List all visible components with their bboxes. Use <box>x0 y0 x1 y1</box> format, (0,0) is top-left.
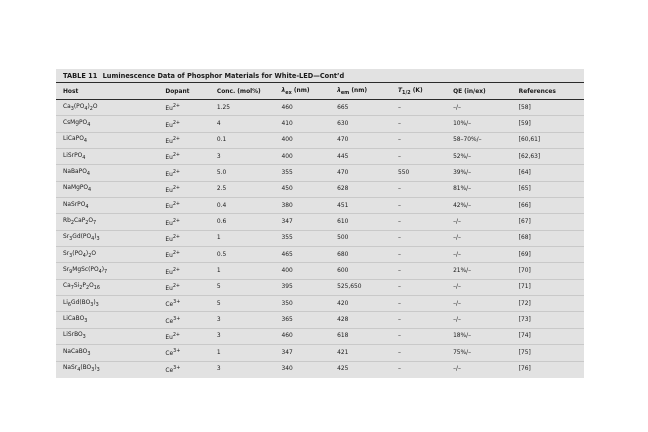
host-subscript: 2 <box>89 105 93 112</box>
dopant-element: Eu <box>165 155 173 162</box>
host-text: Ca <box>63 283 71 290</box>
host-text: O <box>89 283 94 290</box>
table-row <box>56 296 584 312</box>
cell-t-half: – <box>391 247 446 263</box>
dopant-element: Eu <box>165 220 173 227</box>
cell-host <box>56 230 158 246</box>
cell-references: [67] <box>512 214 584 230</box>
cell-lambda-ex: 400 <box>275 263 331 279</box>
table-row <box>56 181 584 197</box>
cell-lambda-ex: 355 <box>275 165 331 181</box>
cell-dopant <box>158 198 210 214</box>
host-subscript: 4 <box>91 236 95 243</box>
dopant-element: Eu <box>165 269 173 276</box>
cell-lambda-em: 600 <box>330 263 391 279</box>
host-text: Sr <box>63 234 70 241</box>
cell-lambda-em: 451 <box>330 198 391 214</box>
host-subscript: 2 <box>88 252 92 259</box>
cell-references: [69] <box>512 247 584 263</box>
cell-lambda-ex: 460 <box>275 328 331 344</box>
cell-t-half: – <box>391 198 446 214</box>
cell-lambda-ex: 350 <box>275 296 331 312</box>
cell-references: [74] <box>512 328 584 344</box>
host-text: ) <box>93 299 96 306</box>
cell-qe: 75%/– <box>446 345 512 361</box>
host-text: LiCaPO <box>63 136 84 143</box>
dopant-charge: 2+ <box>172 168 181 175</box>
cell-dopant <box>158 149 210 165</box>
host-text: ) <box>101 267 105 274</box>
cell-host <box>56 279 158 295</box>
dopant-charge: 2+ <box>172 332 181 338</box>
dopant-charge: 2+ <box>172 103 181 110</box>
cell-host <box>56 361 158 377</box>
table-body <box>56 100 584 377</box>
cell-lambda-em: 618 <box>330 328 391 344</box>
table-row <box>56 165 584 181</box>
dopant-charge: 2+ <box>172 266 181 273</box>
table-panel <box>56 69 584 378</box>
cell-lambda-ex: 395 <box>275 279 331 295</box>
cell-t-half: – <box>391 328 446 344</box>
luminescence-table <box>56 85 584 377</box>
cell-references: [59] <box>512 116 584 132</box>
host-subscript: 9 <box>69 269 73 276</box>
cell-conc: 0.6 <box>210 214 275 230</box>
host-subscript: 7 <box>93 220 97 227</box>
cell-host <box>56 328 158 344</box>
header-references: References <box>512 85 584 100</box>
cell-host <box>56 132 158 148</box>
host-text: Ca <box>63 103 71 110</box>
cell-lambda-em: 425 <box>330 361 391 377</box>
dopant-element: Ce <box>165 351 174 358</box>
host-subscript: 4 <box>83 138 87 145</box>
cell-t-half: – <box>391 279 446 295</box>
cell-conc: 4 <box>210 116 275 132</box>
host-subscript: 4 <box>82 252 86 259</box>
host-text: Gd(PO <box>72 234 92 241</box>
dopant-charge: 2+ <box>172 184 181 191</box>
cell-lambda-em: 445 <box>330 149 391 165</box>
cell-qe: 58–70%/– <box>446 132 512 148</box>
cell-t-half: – <box>391 132 446 148</box>
cell-conc: 3 <box>210 149 275 165</box>
host-text: NaSr <box>63 365 78 372</box>
lambda-em-unit: (nm) <box>349 87 368 94</box>
cell-lambda-em: 665 <box>337 104 349 111</box>
host-subscript: 3 <box>95 301 99 308</box>
cell-references: [65] <box>512 181 584 197</box>
host-text: O <box>92 103 98 110</box>
cell-lambda-ex: 380 <box>275 198 331 214</box>
cell-conc: 1 <box>210 230 275 246</box>
host-text: ) <box>87 103 90 110</box>
table-label: TABLE 11 <box>63 72 98 80</box>
cell-references: [64] <box>512 165 584 181</box>
host-subscript: 4 <box>82 154 86 161</box>
cell-dopant <box>158 361 210 377</box>
host-text: LiCaBO <box>63 316 85 323</box>
host-subscript: 4 <box>87 122 91 129</box>
cell-dopant <box>158 230 210 246</box>
cell-conc: 5 <box>210 279 275 295</box>
cell-conc: 0.4 <box>210 198 275 214</box>
lambda-ex-symbol: λ <box>281 87 286 94</box>
header-lambda-ex <box>275 85 331 100</box>
cell-references: [66] <box>512 198 584 214</box>
dopant-element: Eu <box>165 285 173 292</box>
cell-lambda-ex: 465 <box>275 247 331 263</box>
cell-references: [76] <box>512 361 584 377</box>
cell-references: [72] <box>512 296 584 312</box>
host-subscript: 4 <box>77 367 81 374</box>
cell-dopant <box>158 328 210 344</box>
host-text: MgSc(PO <box>72 267 99 274</box>
dopant-element: Ce <box>165 318 174 325</box>
cell-host <box>56 296 158 312</box>
cell-lambda-em: 630 <box>330 116 391 132</box>
cell-t-half: – <box>391 214 446 230</box>
cell-qe: 81%/– <box>446 181 512 197</box>
host-text: Rb <box>63 217 71 224</box>
host-text: Gd(BO <box>71 299 91 306</box>
cell-references: [60,61] <box>512 132 584 148</box>
dopant-charge: 2+ <box>172 135 181 142</box>
table-row <box>56 279 584 295</box>
host-subscript: 3 <box>90 301 94 308</box>
host-subscript: 7 <box>70 285 74 292</box>
cell-qe: 10%/– <box>446 116 512 132</box>
cell-dopant <box>158 345 210 361</box>
table-caption <box>56 69 584 83</box>
cell-qe: –/– <box>446 312 512 328</box>
cell-t-half: – <box>391 312 446 328</box>
cell-t-half: – <box>391 116 446 132</box>
host-text: Si <box>73 283 80 290</box>
cell-lambda-em: 420 <box>330 296 391 312</box>
cell-lambda-ex: 355 <box>275 230 331 246</box>
cell-conc: 3 <box>210 312 275 328</box>
cell-host <box>56 312 158 328</box>
dopant-element: Eu <box>165 204 173 211</box>
host-subscript: 7 <box>104 269 108 276</box>
host-subscript: 16 <box>93 285 100 292</box>
cell-lambda-ex: 347 <box>275 214 331 230</box>
host-subscript: 2 <box>85 285 90 292</box>
cell-dopant <box>158 100 210 116</box>
cell-references: [58] <box>518 104 531 111</box>
cell-lambda-em: 525,650 <box>330 279 391 295</box>
dopant-charge: 2+ <box>172 250 181 257</box>
host-text: Li <box>63 299 68 306</box>
cell-lambda-em: 421 <box>330 345 391 361</box>
cell-references: [75] <box>512 345 584 361</box>
table-row <box>56 116 584 132</box>
cell-qe: –/– <box>446 230 512 246</box>
host-text: CaP <box>73 217 86 224</box>
dopant-element: Ce <box>165 302 174 309</box>
cell-dopant <box>158 165 210 181</box>
cell-lambda-ex: 400 <box>275 132 331 148</box>
host-subscript: 3 <box>69 236 73 243</box>
cell-conc: 1.25 <box>216 104 231 111</box>
host-text: O <box>88 217 94 224</box>
header-row <box>56 85 584 100</box>
host-subscript: 4 <box>84 105 88 112</box>
host-text: ) <box>94 234 97 241</box>
t-half-sub: 1/2 <box>402 90 411 97</box>
host-subscript: 3 <box>91 367 95 374</box>
cell-lambda-em: 470 <box>330 132 391 148</box>
cell-host <box>56 198 158 214</box>
t-half-unit: (K) <box>410 87 423 94</box>
table-title: Luminescence Data of Phosphor Materials for White-LED—Cont’d <box>102 72 345 80</box>
cell-dopant <box>158 312 210 328</box>
cell-host <box>56 116 158 132</box>
table-row <box>56 132 584 148</box>
cell-conc: 2.5 <box>210 181 275 197</box>
table-row <box>56 328 584 344</box>
host-text: LiSrPO <box>63 152 83 159</box>
cell-dopant <box>158 181 210 197</box>
host-subscript: 3 <box>96 236 100 243</box>
cell-qe: 21%/– <box>446 263 512 279</box>
cell-references: [62,63] <box>512 149 584 165</box>
host-subscript: 2 <box>79 285 83 292</box>
cell-t-half: – <box>391 361 446 377</box>
host-text: NaBaPO <box>63 168 87 175</box>
cell-host <box>56 263 158 279</box>
table-row <box>56 230 584 246</box>
cell-lambda-em: 610 <box>330 214 391 230</box>
cell-dopant <box>158 296 210 312</box>
lambda-em-symbol: λ <box>337 87 341 94</box>
cell-references: [70] <box>512 263 584 279</box>
host-text: (PO <box>73 103 85 110</box>
cell-references: [73] <box>512 312 584 328</box>
cell-qe: 52%/– <box>446 149 512 165</box>
cell-t-half: – <box>398 104 401 111</box>
host-subscript: 3 <box>96 367 100 374</box>
host-text: (PO <box>72 250 83 257</box>
cell-lambda-ex: 410 <box>275 116 331 132</box>
host-text: NaCaBO <box>63 348 88 355</box>
cell-qe: 18%/– <box>446 328 512 344</box>
dopant-charge: 2+ <box>172 282 181 289</box>
host-subscript: 2 <box>70 220 74 227</box>
dopant-charge: 2+ <box>172 152 181 159</box>
dopant-charge: 2+ <box>172 201 181 208</box>
table-row <box>56 361 584 377</box>
cell-lambda-em: 628 <box>330 181 391 197</box>
host-subscript: 4 <box>85 203 89 210</box>
dopant-element: Ce <box>165 367 174 374</box>
cell-qe: –/– <box>446 247 512 263</box>
dopant-charge: 3+ <box>173 348 181 355</box>
dopant-charge: 3+ <box>173 315 181 322</box>
host-text: Sr <box>63 267 70 274</box>
host-subscript: 4 <box>98 269 102 276</box>
dopant-element: Eu <box>165 253 173 260</box>
table-row <box>56 263 584 279</box>
cell-qe: 42%/– <box>446 198 512 214</box>
lambda-ex-sub: ex <box>285 90 292 97</box>
host-text: NaSrPO <box>63 201 86 208</box>
cell-dopant <box>158 263 210 279</box>
cell-t-half: – <box>391 263 446 279</box>
host-text: NaMgPO <box>63 185 89 192</box>
host-text: Sr <box>63 250 70 257</box>
cell-lambda-em: 680 <box>330 247 391 263</box>
header-dopant: Dopant <box>158 85 210 100</box>
host-subscript: 3 <box>84 318 88 325</box>
cell-t-half: – <box>391 296 446 312</box>
cell-host <box>56 100 158 116</box>
table-row <box>56 214 584 230</box>
cell-references: [68] <box>512 230 584 246</box>
cell-lambda-em: 500 <box>330 230 391 246</box>
host-text: P <box>82 283 86 290</box>
cell-qe: –/– <box>446 361 512 377</box>
host-subscript: 3 <box>87 350 91 357</box>
dopant-charge: 3+ <box>173 364 181 371</box>
cell-t-half: – <box>391 345 446 361</box>
header-host: Host <box>56 85 158 100</box>
cell-conc: 5 <box>210 296 275 312</box>
host-text: CsMgPO <box>63 119 88 126</box>
cell-lambda-em: 470 <box>330 165 391 181</box>
t-half-symbol: T <box>398 87 403 94</box>
cell-conc: 3 <box>210 361 275 377</box>
cell-t-half: – <box>391 181 446 197</box>
lambda-em-sub: em <box>340 90 350 97</box>
dopant-element: Eu <box>165 122 173 129</box>
cell-qe: –/– <box>446 214 512 230</box>
table-row <box>56 100 584 116</box>
cell-references: [71] <box>512 279 584 295</box>
cell-conc: 0.5 <box>210 247 275 263</box>
cell-dopant <box>158 116 210 132</box>
host-subscript: 4 <box>86 171 90 178</box>
dopant-charge: 2+ <box>172 217 181 224</box>
host-subscript: 3 <box>82 334 86 341</box>
cell-t-half: – <box>391 149 446 165</box>
cell-host <box>56 247 158 263</box>
dopant-element: Eu <box>165 187 173 194</box>
dopant-element: Eu <box>165 171 173 178</box>
cell-qe: –/– <box>446 279 512 295</box>
cell-lambda-ex: 460 <box>281 104 293 111</box>
cell-t-half: 550 <box>391 165 446 181</box>
cell-qe: –/– <box>446 296 512 312</box>
host-text: (BO <box>80 365 92 372</box>
table-row <box>56 149 584 165</box>
dopant-element: Eu <box>165 236 173 243</box>
cell-host <box>56 345 158 361</box>
dopant-element: Eu <box>165 106 173 113</box>
header-lambda-em <box>330 85 391 100</box>
cell-dopant <box>158 132 210 148</box>
host-subscript: 3 <box>69 252 73 259</box>
host-text: ) <box>94 365 97 372</box>
cell-t-half: – <box>391 230 446 246</box>
table-row <box>56 198 584 214</box>
host-text: LiSrBO <box>63 332 83 339</box>
dopant-charge: 3+ <box>173 299 181 306</box>
table-row <box>56 312 584 328</box>
lambda-ex-unit: (nm) <box>291 87 310 94</box>
host-subscript: 4 <box>88 187 92 194</box>
dopant-charge: 2+ <box>172 233 181 240</box>
cell-dopant <box>158 214 210 230</box>
dopant-charge: 2+ <box>172 119 181 126</box>
cell-lambda-ex: 400 <box>275 149 331 165</box>
cell-dopant <box>158 247 210 263</box>
cell-host <box>56 149 158 165</box>
cell-lambda-ex: 365 <box>275 312 331 328</box>
cell-host <box>56 181 158 197</box>
cell-conc: 1 <box>210 263 275 279</box>
cell-conc: 5.0 <box>210 165 275 181</box>
cell-lambda-ex: 347 <box>275 345 331 361</box>
cell-qe: 39%/– <box>446 165 512 181</box>
cell-conc: 0.1 <box>210 132 275 148</box>
header-conc: Conc. (mol%) <box>210 85 275 100</box>
cell-lambda-ex: 450 <box>275 181 331 197</box>
header-t-half <box>391 85 446 100</box>
table-row <box>56 345 584 361</box>
cell-lambda-em: 428 <box>330 312 391 328</box>
cell-qe: –/– <box>453 104 461 111</box>
cell-lambda-ex: 340 <box>275 361 331 377</box>
host-subscript: 3 <box>70 105 74 112</box>
cell-conc: 3 <box>210 328 275 344</box>
host-text: ) <box>85 250 89 257</box>
cell-conc: 1 <box>210 345 275 361</box>
host-subscript: 6 <box>67 301 72 308</box>
dopant-element: Eu <box>165 138 173 145</box>
cell-host <box>56 165 158 181</box>
dopant-element: Eu <box>165 334 173 341</box>
table-row <box>56 247 584 263</box>
host-subscript: 2 <box>85 220 89 227</box>
header-qe: QE (in/ex) <box>446 85 512 100</box>
cell-dopant <box>158 279 210 295</box>
cell-host <box>56 214 158 230</box>
host-text: O <box>91 250 96 257</box>
